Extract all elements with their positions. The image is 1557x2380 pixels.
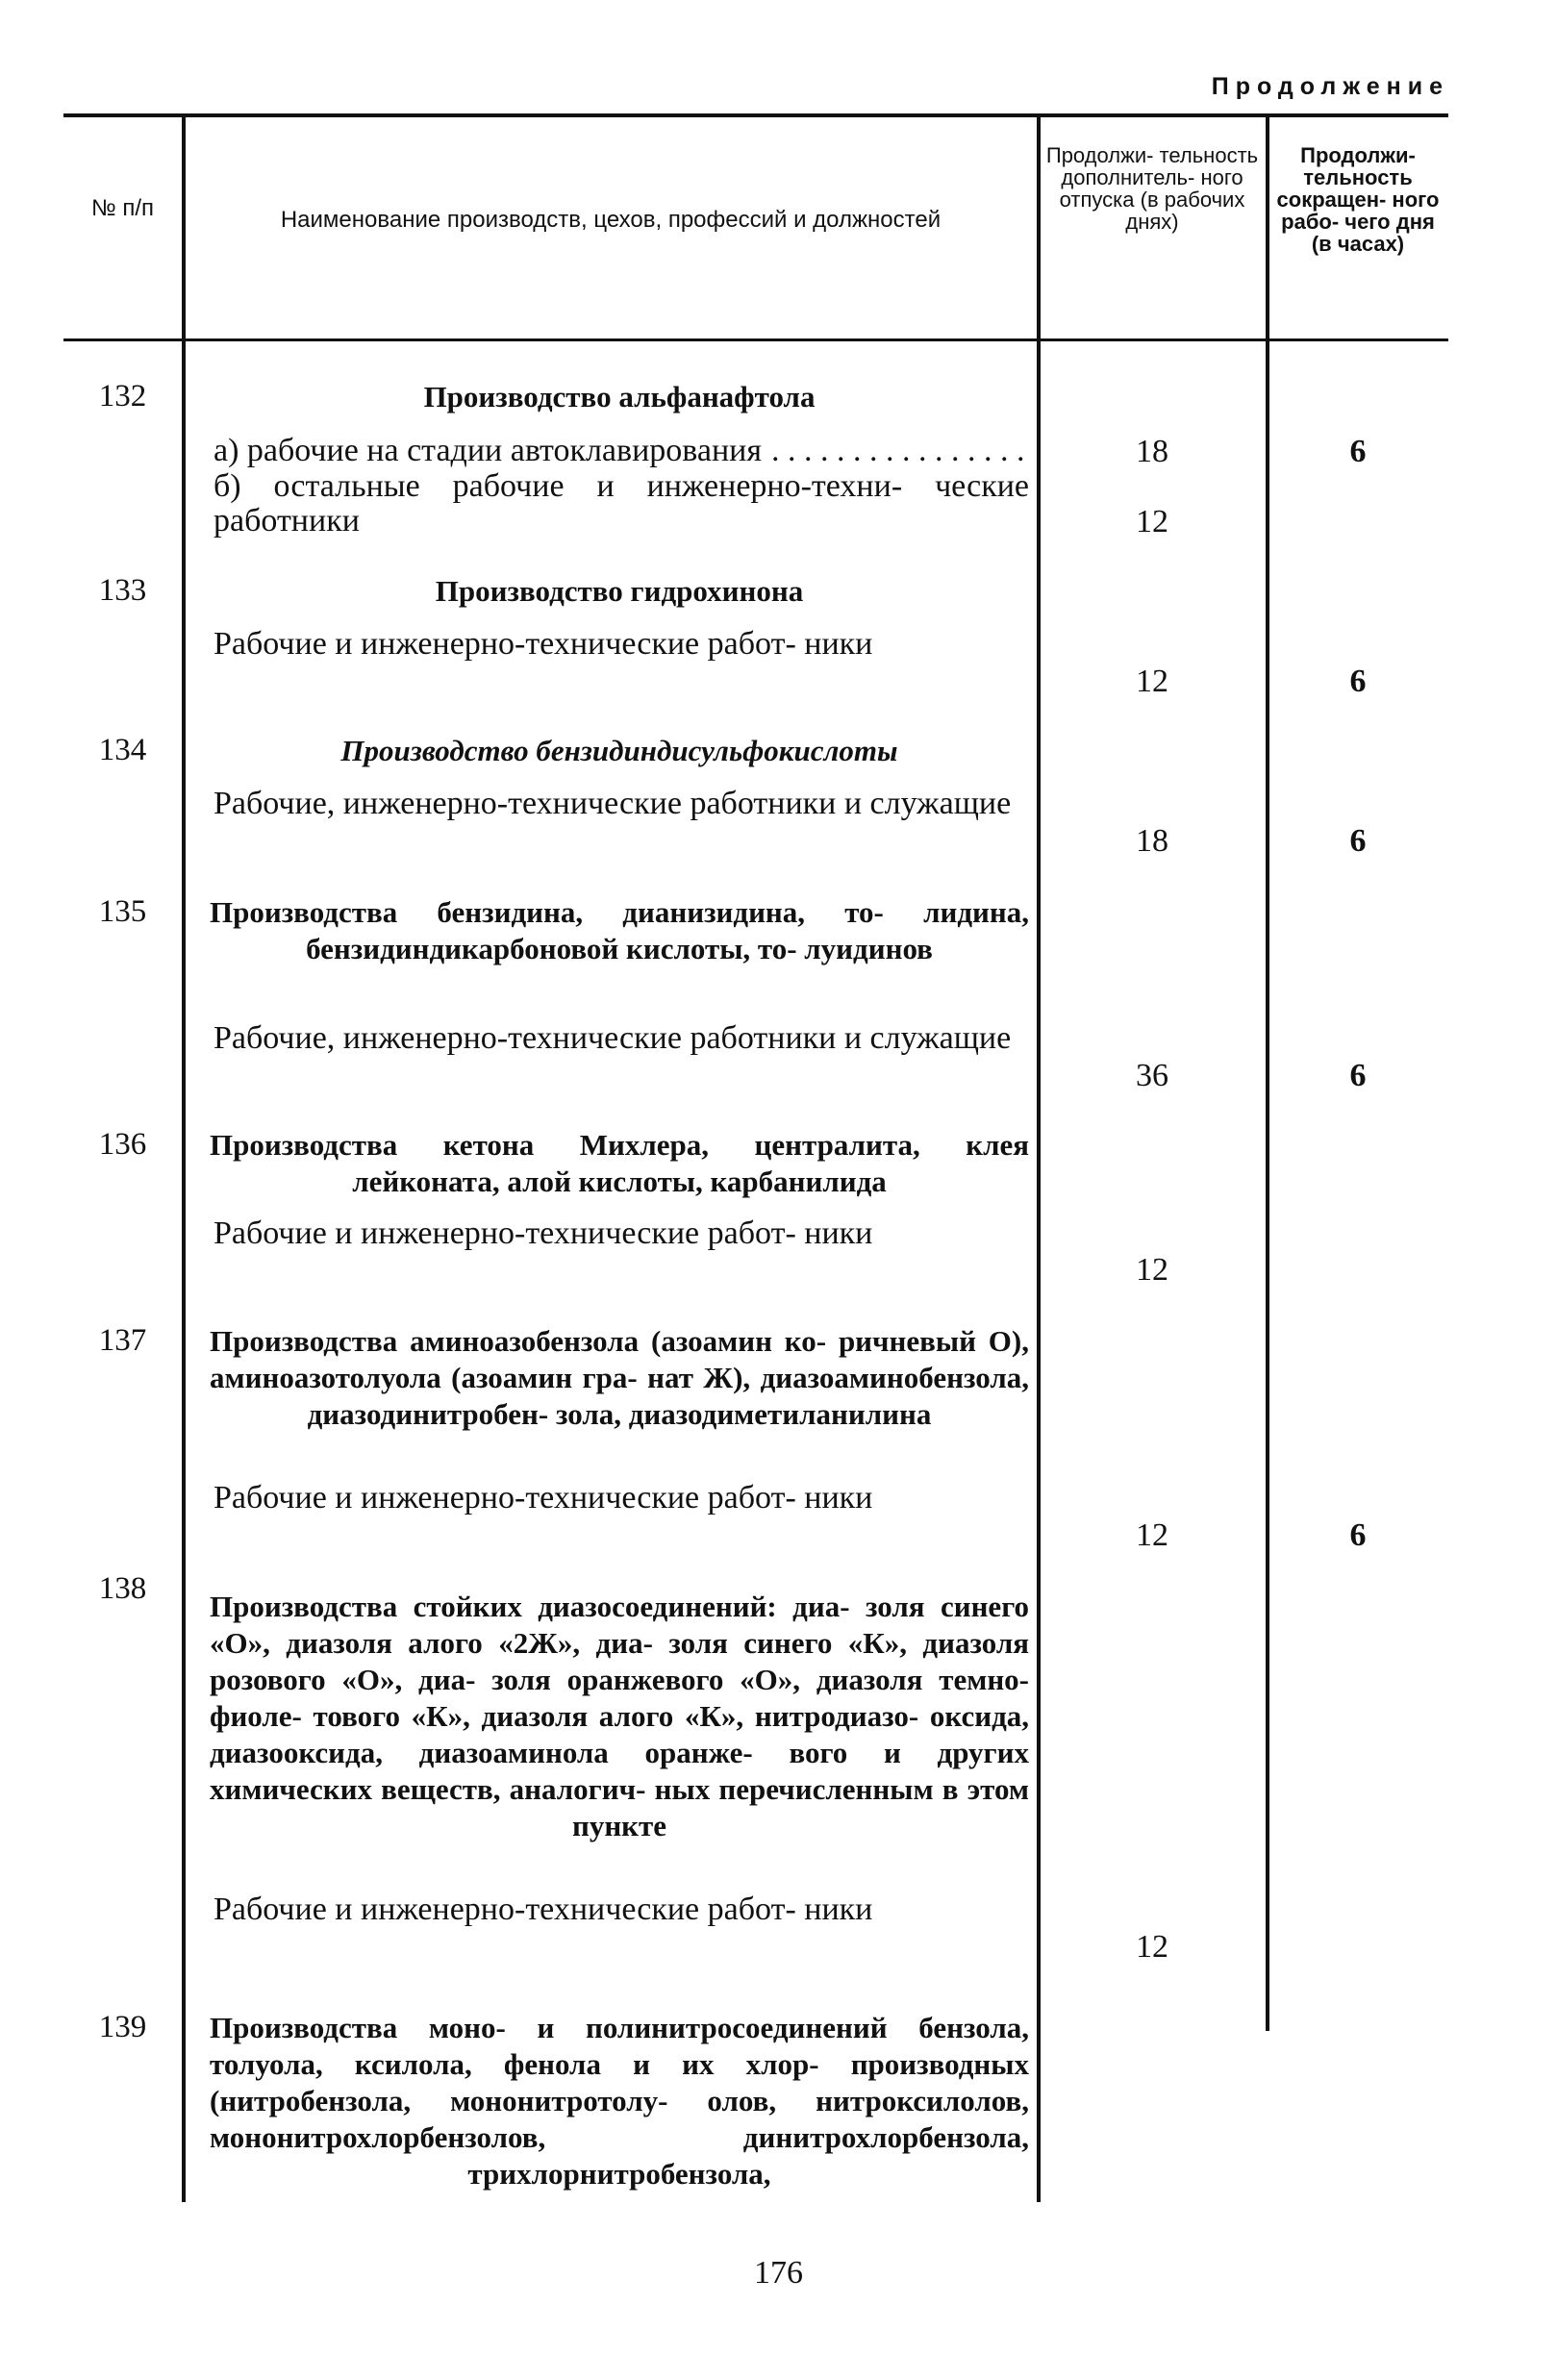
row-item-text: Рабочие, инженерно-технические работники и служащие — [213, 786, 1012, 821]
row-title: Производства стойких диазосоединений: диа- золя синего «О», диазоля алого «2Ж», диа- золя синего «К», диазоля розового «О», диа- золя оранжевого «О», диазоля темно-фиоле- тового «К», диазоля алого «К», нитродиазо- оксида, диазооксида, диазоаминола оранже- вого и других химических веществ, аналогич- ных перечисленным в этом пункте — [210, 1590, 1029, 1842]
short-day-value: 6 — [1349, 1517, 1367, 1553]
table-top-rule — [63, 113, 1448, 117]
header-col-extra-leave: Продолжи- тельность дополнитель- ного отпуска (в рабочих днях) — [1045, 143, 1259, 235]
row-number: 139 — [98, 2010, 147, 2044]
row-title: Производства аминоазобензола (азоамин ко- ричневый О), аминоазотолуола (азоамин гра- нат Ж), диазоаминобензола, диазодинитробен- зола, диазодиметиланилина — [210, 1324, 1029, 1431]
extra-leave-value: 18 — [1136, 434, 1168, 469]
short-day-value: 6 — [1349, 664, 1367, 699]
column-divider-1 — [182, 117, 186, 2202]
extra-leave-value: 12 — [1136, 1252, 1168, 1288]
extra-leave-value: 36 — [1136, 1058, 1168, 1093]
header-col-short-day: Продолжи- тельность сокращен- ного рабо- чего дня (в часах) — [1276, 143, 1440, 257]
row-item-text: Рабочие, инженерно-технические работники и служащие — [213, 1020, 1012, 1056]
row-item-text: Рабочие и инженерно-технические работ- ники — [213, 1215, 873, 1251]
row-title: Производство гидрохинона — [435, 574, 804, 608]
extra-leave-value: 12 — [1136, 504, 1168, 539]
row-number: 134 — [98, 733, 147, 767]
row-title: Производство альфанафтола — [423, 380, 816, 413]
row-item-text: Рабочие и инженерно-технические работ- ники — [213, 1891, 873, 1927]
table-header-rule — [63, 338, 1448, 341]
row-item-text: б) остальные рабочие и инженерно-техни- ческие работники — [213, 468, 1029, 539]
row-title: Производства моно- и полинитросоединений бензола, толуола, ксилола, фенола и их хлор- производных (нитробензола, мононитротолу- олов, нитроксилолов, мононитрохлорбензолов, динитрохлорбензола, трихлорнитробензола, — [210, 2011, 1029, 2191]
extra-leave-value: 12 — [1136, 1929, 1168, 1965]
extra-leave-value: 12 — [1136, 1517, 1168, 1553]
row-title: Производства кетона Михлера, централита, клея лейконата, алой кислоты, карбанилида — [210, 1128, 1029, 1198]
column-divider-2 — [1037, 117, 1041, 2202]
row-number: 137 — [98, 1323, 147, 1358]
row-title: Производство бензидиндисульфокислоты — [340, 734, 898, 767]
extra-leave-value: 18 — [1136, 823, 1168, 859]
header-col-name: Наименование производств, цехов, профессий и должностей — [280, 207, 942, 233]
row-item-text: Рабочие и инженерно-технические работ- ники — [213, 626, 873, 662]
row-number: 138 — [98, 1571, 147, 1606]
continuation-label: Продолжение — [1211, 73, 1449, 100]
page-number: 176 — [754, 2255, 803, 2291]
column-divider-3 — [1266, 117, 1269, 2031]
row-number: 135 — [98, 894, 147, 929]
extra-leave-value: 12 — [1136, 664, 1168, 699]
row-number: 133 — [98, 573, 147, 608]
header-col-number: № п/п — [90, 195, 155, 221]
row-item-text: Рабочие и инженерно-технические работ- ники — [213, 1480, 873, 1516]
row-number: 132 — [98, 379, 147, 413]
item-text: а) рабочие на стадии автоклавирования — [213, 433, 762, 468]
row-number: 136 — [98, 1127, 147, 1162]
row-title: Производства бензидина, дианизидина, то- лидина, бензидиндикарбоновой кислоты, то- луидинов — [210, 895, 1029, 965]
short-day-value: 6 — [1349, 823, 1367, 859]
short-day-value: 6 — [1349, 434, 1367, 469]
short-day-value: 6 — [1349, 1058, 1367, 1093]
row-item-text — [213, 434, 1029, 468]
